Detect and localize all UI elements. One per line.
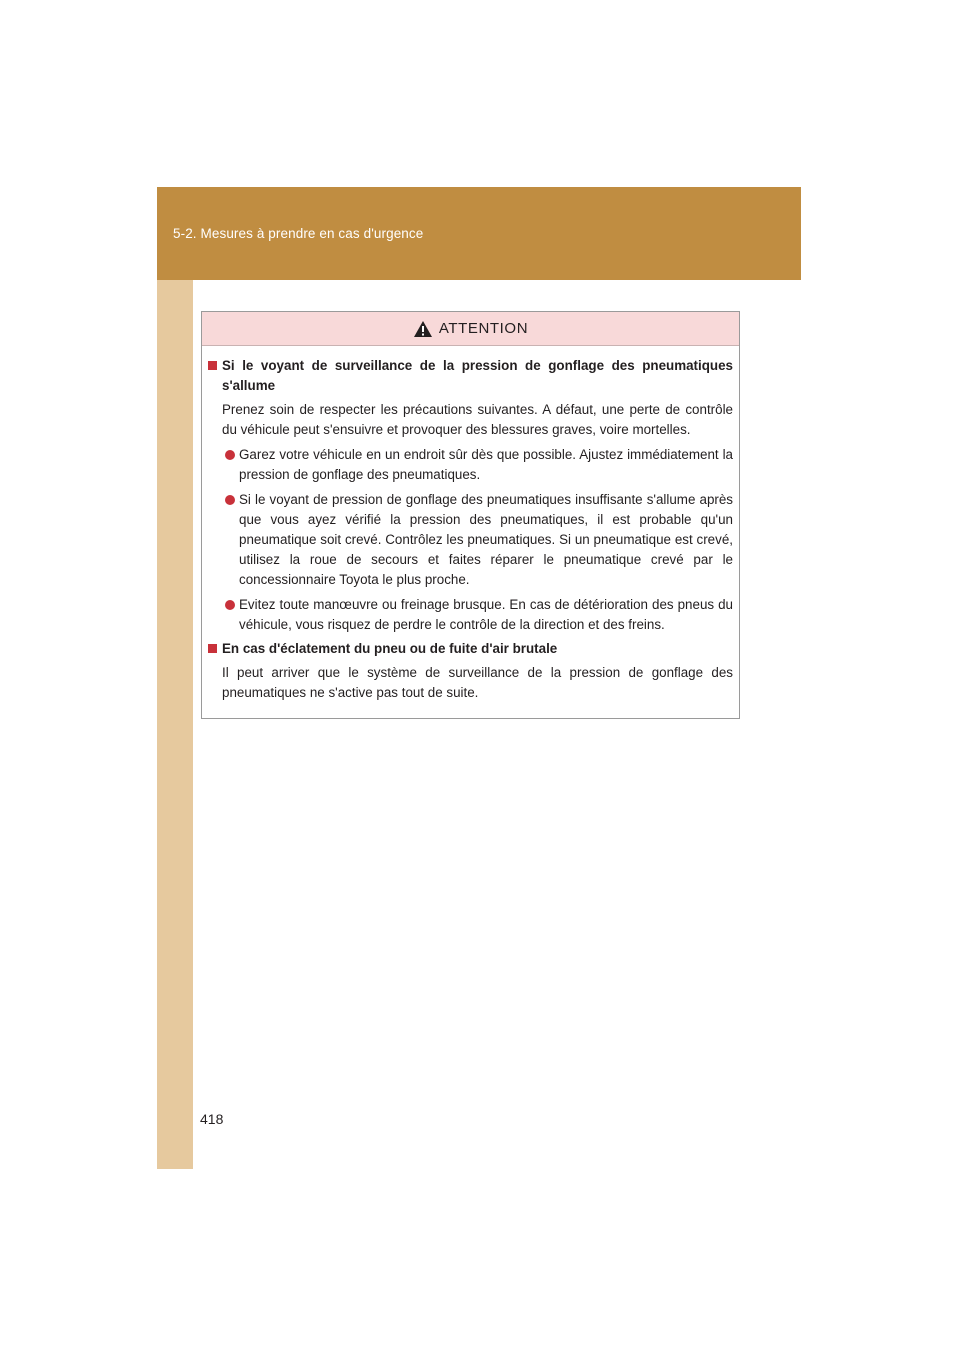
bullet-item: Evitez toute manœuvre ou freinage brusque. En cas de détérioration des pneus du véhicule, vous risquez de perdre le contrôle de la direction et des freins.: [208, 595, 733, 635]
warning-triangle-icon: [413, 320, 433, 338]
section-title: 5-2. Mesures à prendre en cas d'urgence: [173, 226, 424, 241]
red-square-marker: [208, 644, 217, 653]
warning-header: [202, 312, 739, 346]
warning-box: [201, 311, 740, 719]
red-square-marker: [208, 361, 217, 370]
warning-body: [202, 346, 739, 703]
section-paragraph: Il peut arriver que le système de surveillance de la pression de gonflage des pneumatiques ne s'active pas tout de suite.: [222, 665, 733, 700]
red-bullet-icon: [225, 600, 235, 610]
section-paragraph: Prenez soin de respecter les précautions suivantes. A défaut, une perte de contrôle du véhicule peut s'ensuivre et provoquer des blessures graves, voire mortelles.: [222, 402, 733, 437]
bullet-item: Si le voyant de pression de gonflage des pneumatiques insuffisante s'allume après que vous ayez vérifié la pression des pneumatiques, il est probable qu'un pneumatique soit crevé. Contrôlez les pneumatiques. Si un pneumatique est crevé, utilisez la roue de secours et faites réparer le pneumatique crevé par le concessionnaire Toyota le plus proche.: [208, 490, 733, 590]
section-heading: Si le voyant de surveillance de la pression de gonflage des pneumatiques s'allume: [208, 356, 733, 396]
side-strip: [157, 187, 193, 1169]
page-number: 418: [200, 1111, 224, 1127]
warning-title: ATTENTION: [438, 320, 529, 337]
red-bullet-icon: [225, 450, 235, 460]
bullet-item: Garez votre véhicule en un endroit sûr dès que possible. Ajustez immédiatement la pression de gonflage des pneumatiques.: [208, 445, 733, 485]
section-heading: En cas d'éclatement du pneu ou de fuite d'air brutale: [208, 639, 733, 659]
red-bullet-icon: [225, 495, 235, 505]
